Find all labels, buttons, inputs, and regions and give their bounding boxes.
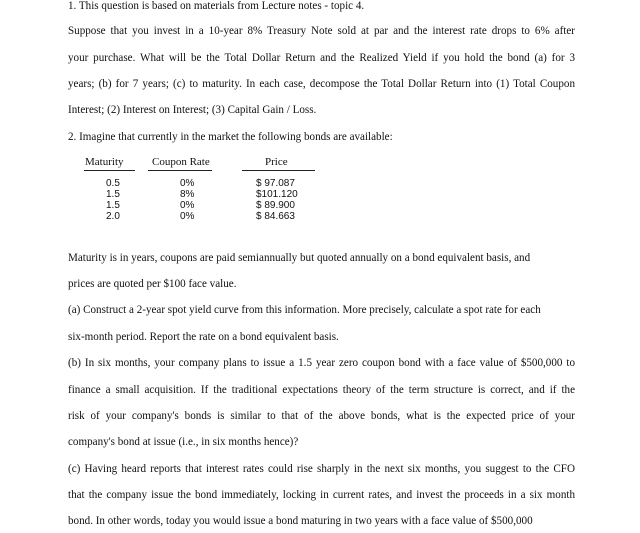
part-b-line: risk of your company's bonds is similar to that of the above bonds, what is the expected price of your xyxy=(68,410,575,422)
part-a-line: (a) Construct a 2-year spot yield curve from this information. More precisely, calculate a spot rate for each xyxy=(68,304,541,316)
coupon-cell: 0% xyxy=(180,178,195,189)
question-2-note-line: Maturity is in years, coupons are paid semiannually but quoted annually on a bond equivalent basis, and xyxy=(68,252,531,264)
coupon-cell: 0% xyxy=(180,200,195,211)
coupon-cell: 8% xyxy=(180,189,195,200)
maturity-column xyxy=(106,178,120,222)
part-a-line: six-month period. Report the rate on a bond equivalent basis. xyxy=(68,331,339,343)
header-rule xyxy=(148,170,212,171)
question-1-line: Suppose that you invest in a 10-year 8% Treasury Note sold at par and the interest rate drops to 6% after xyxy=(68,25,575,37)
coupon-column xyxy=(180,178,194,222)
price-cell: $101.120 xyxy=(256,189,298,200)
price-column xyxy=(256,178,298,222)
maturity-cell: 1.5 xyxy=(106,200,120,211)
part-b-line: finance a small acquisition. If the traditional expectations theory of the term structure is correct, and if the xyxy=(68,384,575,396)
question-1-line: years; (b) for 7 years; (c) to maturity. In each case, decompose the Total Dollar Return into (1) Total Coupon xyxy=(68,78,575,90)
question-1-line: your purchase. What will be the Total Dollar Return and the Realized Yield if you hold the bond (a) for 3 xyxy=(68,52,575,64)
part-b-line: company's bond at issue (i.e., in six months hence)? xyxy=(68,436,299,448)
question-1-line: Interest; (2) Interest on Interest; (3) Capital Gain / Loss. xyxy=(68,104,317,116)
part-b-line: (b) In six months, your company plans to issue a 1.5 year zero coupon bond with a face value of $500,000 to xyxy=(68,357,575,369)
header-rule xyxy=(242,170,315,171)
question-1-heading: 1. This question is based on materials from Lecture notes - topic 4. xyxy=(68,0,365,12)
price-cell: $ 89.900 xyxy=(256,200,295,211)
part-c-line: (c) Having heard reports that interest rates could rise sharply in the next six months, you suggest to the CFO xyxy=(68,463,575,475)
bond-table xyxy=(84,157,324,237)
price-cell: $ 84.663 xyxy=(256,211,295,222)
part-c-line: bond. In other words, today you would issue a bond maturing in two years with a face value of $500,000 xyxy=(68,515,533,527)
header-coupon-rate: Coupon Rate xyxy=(152,156,210,168)
maturity-cell: 2.0 xyxy=(106,211,120,222)
question-2-heading: 2. Imagine that currently in the market the following bonds are available: xyxy=(68,131,393,143)
part-c-line: that the company issue the bond immediately, locking in current rates, and invest the proceeds in a six month xyxy=(68,489,575,501)
header-price: Price xyxy=(265,156,288,168)
coupon-cell: 0% xyxy=(180,211,195,222)
header-maturity: Maturity xyxy=(85,156,124,168)
maturity-cell: 1.5 xyxy=(106,189,120,200)
maturity-cell: 0.5 xyxy=(106,178,120,189)
header-rule xyxy=(84,170,135,171)
question-2-note-line: prices are quoted per $100 face value. xyxy=(68,278,237,290)
price-cell: $ 97.087 xyxy=(256,178,295,189)
